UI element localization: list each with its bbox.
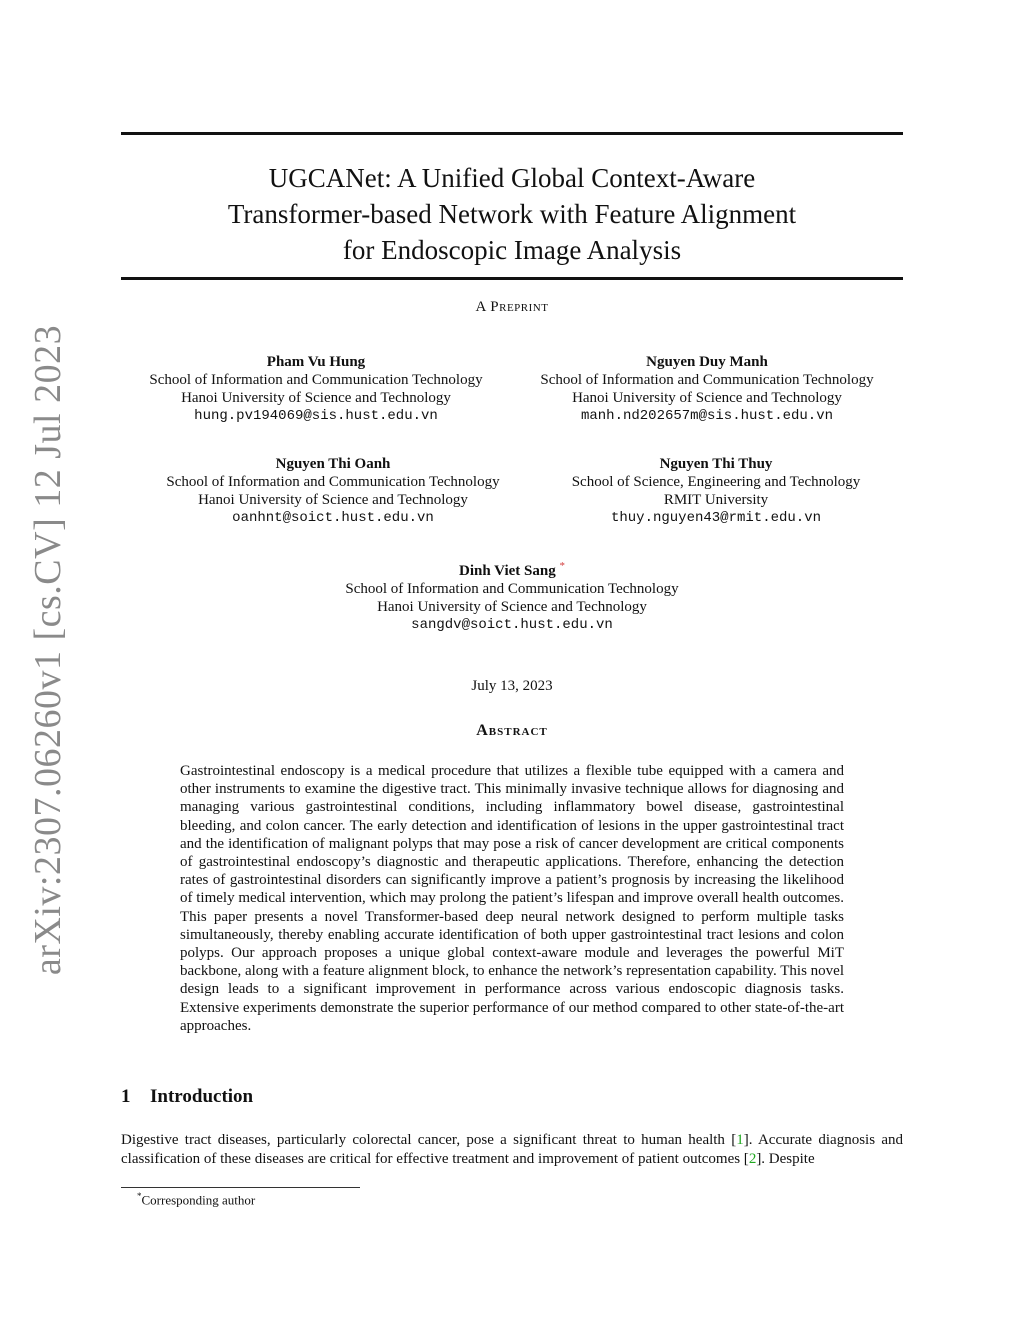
intro-text-3: ]. Despite <box>756 1151 815 1167</box>
author-institution: Hanoi University of Science and Technology <box>181 390 451 406</box>
author-affiliation: School of Information and Communication Technology <box>540 372 874 388</box>
author-institution: RMIT University <box>663 492 769 508</box>
author-block-3 <box>123 455 543 527</box>
author-name-line <box>302 557 722 580</box>
citation-link[interactable]: 2 <box>748 1151 757 1167</box>
footnote <box>137 1191 255 1208</box>
corresponding-author-mark[interactable]: * <box>559 560 565 572</box>
abstract-heading: Abstract <box>476 722 548 739</box>
author-block-2 <box>497 353 917 425</box>
author-name: Nguyen Duy Manh <box>646 354 768 370</box>
author-affiliation: School of Science, Engineering and Technology <box>571 474 861 490</box>
author-affiliation: School of Information and Communication Technology <box>345 581 679 597</box>
author-institution: Hanoi University of Science and Technology <box>198 492 468 508</box>
footnote-rule <box>121 1187 360 1188</box>
author-email[interactable]: oanhnt@soict.hust.edu.vn <box>232 510 434 526</box>
title-bottom-rule <box>121 277 903 280</box>
author-name: Pham Vu Hung <box>266 354 366 370</box>
publication-date: July 13, 2023 <box>471 678 553 694</box>
author-email[interactable]: manh.nd202657m@sis.hust.edu.vn <box>580 408 834 424</box>
author-email[interactable]: thuy.nguyen43@rmit.edu.vn <box>610 510 822 526</box>
author-block-1 <box>106 353 526 425</box>
section-number: 1 <box>121 1086 131 1107</box>
section-heading-introduction <box>121 1086 253 1108</box>
paper-title <box>121 160 903 268</box>
citation-link[interactable]: 1 <box>736 1132 744 1148</box>
title-line-2: Transformer-based Network with Feature Alignment <box>227 199 797 229</box>
intro-text-1: Digestive tract diseases, particularly colorectal cancer, pose a significant threat to human health [ <box>121 1132 737 1148</box>
author-institution: Hanoi University of Science and Technology <box>377 599 647 615</box>
abstract-text: Gastrointestinal endoscopy is a medical procedure that utilizes a flexible tube equipped with a camera and other instruments to examine the digestive tract. This minimally invasive technique allows for diagnosing and managing various gastrointestinal conditions, including inflammatory bowel disease, gastrointestinal bleeding, and colon cancer. The early detection and identification of lesions in the upper gastrointestinal tract and the identification of malignant polyps that may pose a risk of cancer development are critical components of gastrointestinal endoscopy’s diagnostic and therapeutic applications. Therefore, enhancing the detection rates of gastrointestinal disorders can significantly improve a patient’s prognosis by increasing the likelihood of timely medical intervention, which may prolong the patient’s lifespan and improve overall health outcomes. This paper presents a novel Transformer-based deep neural network designed to perform multiple tasks simultaneously, thereby enabling accurate identification of both upper gastrointestinal tract lesions and colon polyps. Our approach proposes a unique global context-aware module and leverages the powerful MiT backbone, along with a feature alignment block, to enhance the network’s representation capability. This novel design leads to a significant improvement in performance across various endoscopic diagnosis tasks. Extensive experiments demonstrate the superior performance of our method compared to other state-of-the-art approaches. <box>180 763 844 1034</box>
title-top-rule <box>121 132 903 135</box>
author-affiliation: School of Information and Communication Technology <box>166 474 500 490</box>
introduction-paragraph <box>121 1131 903 1169</box>
author-name: Dinh Viet Sang <box>459 563 556 579</box>
author-block-4 <box>506 455 926 527</box>
arxiv-identifier: arXiv:2307.06260v1 [cs.CV] 12 Jul 2023 <box>27 324 69 976</box>
author-email[interactable]: hung.pv194069@sis.hust.edu.vn <box>194 408 438 424</box>
section-title: Introduction <box>150 1086 254 1107</box>
title-line-1: UGCANet: A Unified Global Context-Aware <box>268 163 756 193</box>
author-name: Nguyen Thi Thuy <box>659 456 773 472</box>
title-line-3: for Endoscopic Image Analysis <box>342 235 682 265</box>
author-affiliation: School of Information and Communication Technology <box>149 372 483 388</box>
footnote-marker: * <box>137 1191 142 1201</box>
preprint-label: A Preprint <box>475 299 549 315</box>
author-block-5 <box>302 557 722 634</box>
author-name: Nguyen Thi Oanh <box>275 456 391 472</box>
author-institution: Hanoi University of Science and Technology <box>572 390 842 406</box>
intro-text-2: ]. Accurate diagnosis and classification of these diseases are critical for effective treatment and improvement of patient outcomes [ <box>121 1132 904 1167</box>
footnote-text: Corresponding author <box>141 1192 256 1208</box>
author-email[interactable]: sangdv@soict.hust.edu.vn <box>411 617 613 633</box>
